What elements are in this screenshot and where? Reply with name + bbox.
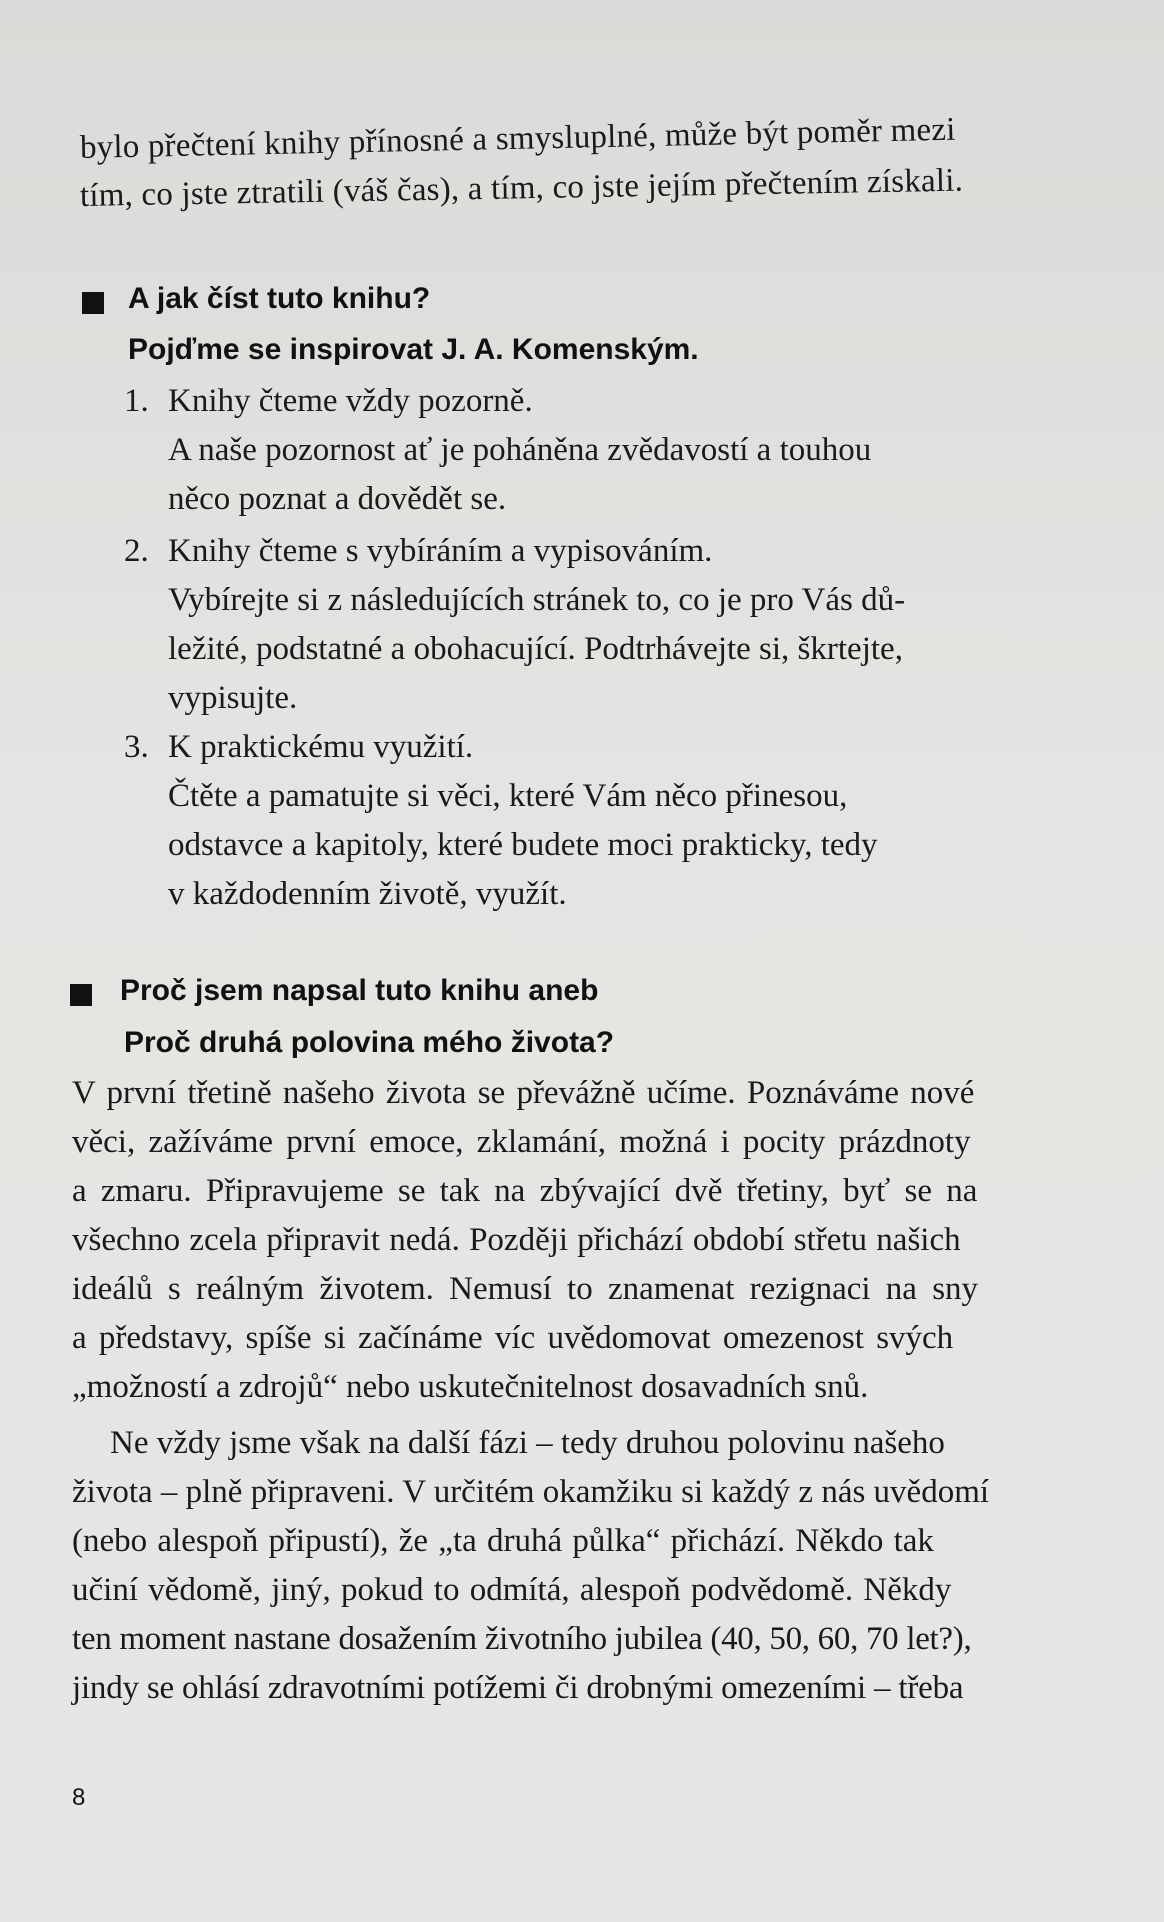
body-text-line: života – plně připraveni. V určitém okamžiku si každý z nás uvědomí — [72, 1474, 990, 1510]
body-text-line: Ne vždy jsme však na další fázi – tedy druhou polovinu našeho — [110, 1425, 945, 1461]
section-heading: Proč jsem napsal tuto knihu aneb — [120, 974, 599, 1007]
list-number: 3. — [124, 729, 149, 765]
list-item-line: v každodenním životě, využít. — [168, 876, 567, 912]
section-heading: Proč druhá polovina mého života? — [124, 1026, 615, 1059]
list-item-line: A naše pozornost ať je poháněna zvědavostí a touhou — [168, 432, 872, 468]
list-item-line: Vybírejte si z následujících stránek to, co je pro Vás dů- — [168, 582, 906, 618]
body-text-line: jindy se ohlásí zdravotními potížemi či drobnými omezeními – třeba — [72, 1670, 964, 1706]
section-bullet-icon — [70, 984, 92, 1006]
section-heading: A jak číst tuto knihu? — [128, 282, 431, 315]
body-text-line: V první třetině našeho života se převážně učíme. Poznáváme nové — [72, 1075, 975, 1111]
list-item-line: Knihy čteme s vybíráním a vypisováním. — [168, 533, 713, 569]
list-number: 1. — [124, 383, 149, 419]
list-item-line: K praktickému využití. — [168, 729, 474, 765]
body-text-line: (nebo alespoň připustí), že „ta druhá půlka“ přichází. Někdo tak — [72, 1523, 934, 1559]
list-item-line: odstavce a kapitoly, které budete moci prakticky, tedy — [168, 827, 878, 863]
body-text-line: ideálů s reálným životem. Nemusí to znamenat rezignaci na sny — [72, 1271, 979, 1307]
body-text-line: věci, zažíváme první emoce, zklamání, možná i pocity prázdnoty — [72, 1124, 971, 1160]
list-number: 2. — [124, 533, 149, 569]
intro-line: tím, co jste ztratili (váš čas), a tím, co jste jejím přečtením získali. — [79, 162, 964, 214]
list-item-line: Čtěte a pamatujte si věci, které Vám něco přinesou, — [168, 778, 848, 814]
body-text-line: všechno zcela připravit nedá. Později přichází období střetu našich — [72, 1222, 961, 1258]
list-item-line: ležité, podstatné a obohacující. Podtrhávejte si, škrtejte, — [168, 631, 903, 667]
list-item-line: něco poznat a dovědět se. — [168, 481, 507, 517]
body-text-line: a představy, spíše si začínáme víc uvědomovat omezenost svých — [72, 1320, 954, 1356]
list-item-line: Knihy čteme vždy pozorně. — [168, 383, 533, 419]
section-bullet-icon — [82, 292, 104, 314]
section-heading: Pojďme se inspirovat J. A. Komenským. — [128, 333, 699, 366]
body-text-line: ten moment nastane dosažením životního jubilea (40, 50, 60, 70 let?), — [72, 1621, 972, 1657]
body-text-line: „možností a zdrojů“ nebo uskutečnitelnost dosavadních snů. — [72, 1369, 869, 1405]
body-text-line: a zmaru. Připravujeme se tak na zbývající dvě třetiny, byť se na — [72, 1173, 978, 1209]
intro-line: bylo přečtení knihy přínosné a smysluplné, může být poměr mezi — [79, 111, 956, 166]
page-number: 8 — [72, 1784, 86, 1811]
body-text-line: učiní vědomě, jiný, pokud to odmítá, alespoň podvědomě. Někdy — [72, 1572, 952, 1608]
list-item-line: vypisujte. — [168, 680, 298, 716]
